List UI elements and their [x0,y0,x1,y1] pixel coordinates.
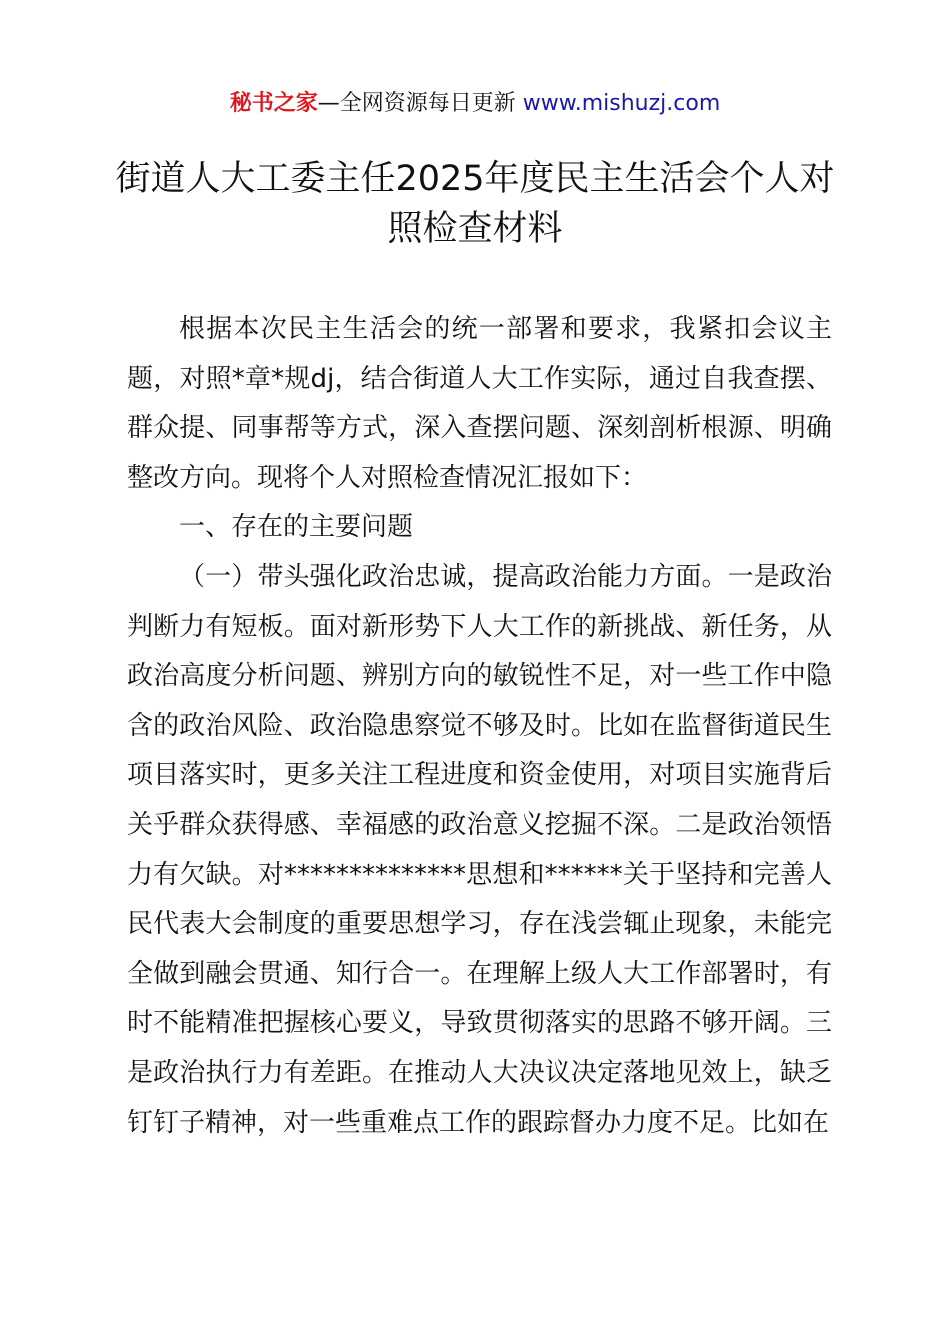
section-heading: 一、存在的主要问题 [179,512,414,543]
document-body [127,305,832,1148]
site-header [0,88,950,120]
body-paragraph: （一）带头强化政治忠诚，提高政治能力方面。一是政治判断力有短板。面对新形势下人大工作的新挑战、新任务，从政治高度分析问题、辨别方向的敏锐性不足，对一些工作中隐含的政治风险、政治隐患察觉不够及时。比如在监督街道民生项目落实时，更多关注工程进度和资金使用，对项目实施背后关乎群众获得感、幸福感的政治意义挖掘不深。二是政治领悟力有欠缺。对**************思想和******关于坚持和完善人民代表大会制度的重要思想学习，存在浅尝辄止现象，未能完全做到融会贯通、知行合一。在理解上级人大工作部署时，有时不能精准把握核心要义，导致贯彻落实的思路不够开阔。三是政治执行力有差距。在推动人大决议决定落地见效上，缺乏钉钉子精神，对一些重难点工作的跟踪督办力度不足。比如在 [127,561,832,1138]
site-brand: 秘书之家 [229,91,318,116]
intro-paragraph: 根据本次民主生活会的统一部署和要求，我紧扣会议主题，对照*章*规dj，结合街道人大工作实际，通过自我查摆、群众提、同事帮等方式，深入查摆问题、深刻剖析根源、明确整改方向。现将个人对照检查情况汇报如下： [127,314,832,493]
site-url-link[interactable]: www.mishuzj.com [522,91,721,116]
document-title: 街道人大工委主任2025年度民主生活会个人对照检查材料 [115,159,835,249]
site-tagline: —全网资源每日更新 [317,91,523,116]
